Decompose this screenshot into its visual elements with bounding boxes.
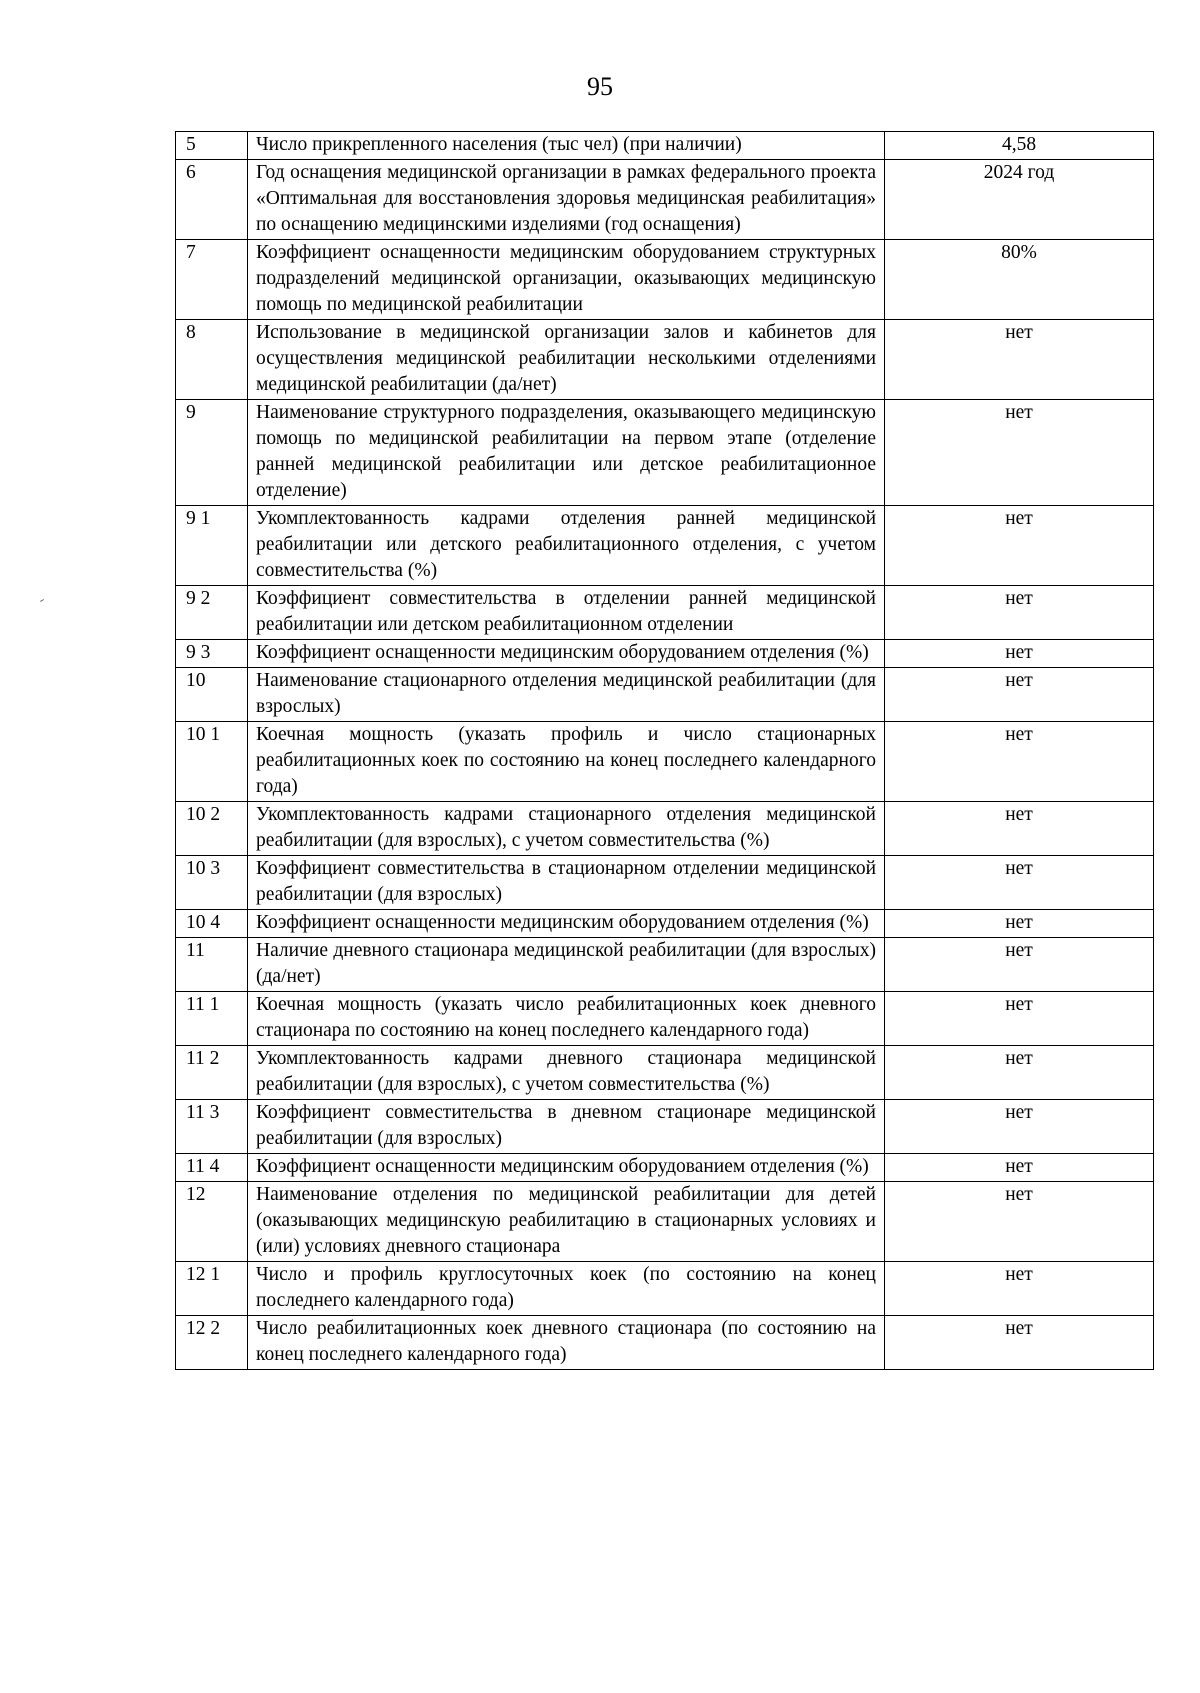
table-row [176,1182,1154,1262]
table-row [176,320,1154,400]
row-number-cell: 11 4 [176,1154,248,1182]
indicator-description-cell: Наименование структурного подразделения, оказывающего медицинскую помощь по медицинской реабилитации на первом этапе (отделение ранней медицинской реабилитации или детское реабилитационное отделение) [248,400,885,506]
indicator-value-cell: нет [885,722,1154,802]
table-row [176,160,1154,240]
table-row [176,240,1154,320]
table-row [176,1046,1154,1100]
indicator-description-cell: Коэффициент совместительства в стационарном отделении медицинской реабилитации (для взрослых) [248,856,885,910]
indicator-value-cell: нет [885,1046,1154,1100]
indicator-value-cell: 4,58 [885,132,1154,160]
scan-mark [40,599,44,602]
indicator-description-cell: Коечная мощность (указать профиль и число стационарных реабилитационных коек по состоянию на конец последнего календарного года) [248,722,885,802]
indicator-value-cell: нет [885,992,1154,1046]
table-row [176,856,1154,910]
row-number-cell: 12 1 [176,1262,248,1316]
indicator-description-cell: Наименование стационарного отделения медицинской реабилитации (для взрослых) [248,668,885,722]
indicator-description-cell: Число прикрепленного населения (тыс чел) (при наличии) [248,132,885,160]
indicator-value-cell: нет [885,910,1154,938]
indicator-description-cell: Коэффициент совместительства в дневном стационаре медицинской реабилитации (для взрослых) [248,1100,885,1154]
table-row [176,668,1154,722]
row-number-cell: 7 [176,240,248,320]
indicator-value-cell: нет [885,938,1154,992]
indicator-description-cell: Укомплектованность кадрами дневного стационара медицинской реабилитации (для взрослых), с учетом совместительства (%) [248,1046,885,1100]
indicator-value-cell: нет [885,586,1154,640]
table-row [176,400,1154,506]
indicator-description-cell: Коэффициент оснащенности медицинским оборудованием структурных подразделений медицинской организации, оказывающих медицинскую помощь по медицинской реабилитации [248,240,885,320]
indicators-table [175,131,1154,1370]
row-number-cell: 11 [176,938,248,992]
indicator-description-cell: Коэффициент оснащенности медицинским оборудованием отделения (%) [248,910,885,938]
indicator-value-cell: нет [885,320,1154,400]
row-number-cell: 12 [176,1182,248,1262]
table-row [176,802,1154,856]
table-row [176,506,1154,586]
row-number-cell: 11 2 [176,1046,248,1100]
table-row [176,910,1154,938]
row-number-cell: 10 1 [176,722,248,802]
indicator-description-cell: Укомплектованность кадрами стационарного отделения медицинской реабилитации (для взрослых), с учетом совместительства (%) [248,802,885,856]
row-number-cell: 10 2 [176,802,248,856]
table-row [176,1262,1154,1316]
row-number-cell: 10 3 [176,856,248,910]
indicators-table-body [176,132,1154,1370]
indicator-value-cell: нет [885,640,1154,668]
indicator-value-cell: нет [885,856,1154,910]
table-row [176,1154,1154,1182]
row-number-cell: 10 4 [176,910,248,938]
page-number: 95 [587,72,613,101]
indicator-description-cell: Наименование отделения по медицинской реабилитации для детей (оказывающих медицинскую реабилитацию в стационарных условиях и (или) условиях дневного стационара [248,1182,885,1262]
indicator-value-cell: нет [885,802,1154,856]
indicator-value-cell: 80% [885,240,1154,320]
table-row [176,640,1154,668]
row-number-cell: 9 1 [176,506,248,586]
indicator-description-cell: Год оснащения медицинской организации в рамках федерального проекта «Оптимальная для восстановления здоровья медицинская реабилитация» по оснащению медицинскими изделиями (год оснащения) [248,160,885,240]
indicator-description-cell: Укомплектованность кадрами отделения ранней медицинской реабилитации или детского реабилитационного отделения, с учетом совместительства (%) [248,506,885,586]
table-row [176,938,1154,992]
row-number-cell: 6 [176,160,248,240]
row-number-cell: 10 [176,668,248,722]
indicator-description-cell: Коэффициент оснащенности медицинским оборудованием отделения (%) [248,1154,885,1182]
indicator-description-cell: Коэффициент оснащенности медицинским оборудованием отделения (%) [248,640,885,668]
row-number-cell: 12 2 [176,1316,248,1370]
row-number-cell: 9 2 [176,586,248,640]
indicator-value-cell: нет [885,668,1154,722]
table-row [176,992,1154,1046]
table-row [176,586,1154,640]
row-number-cell: 11 3 [176,1100,248,1154]
indicator-description-cell: Число и профиль круглосуточных коек (по состоянию на конец последнего календарного года) [248,1262,885,1316]
indicator-value-cell: нет [885,1262,1154,1316]
indicator-value-cell: нет [885,1182,1154,1262]
table-row [176,132,1154,160]
row-number-cell: 5 [176,132,248,160]
row-number-cell: 9 [176,400,248,506]
row-number-cell: 8 [176,320,248,400]
indicator-value-cell: нет [885,1154,1154,1182]
indicator-value-cell: нет [885,1100,1154,1154]
indicator-description-cell: Использование в медицинской организации залов и кабинетов для осуществления медицинской реабилитации несколькими отделениями медицинской реабилитации (да/нет) [248,320,885,400]
table-row [176,722,1154,802]
indicator-value-cell: нет [885,400,1154,506]
indicator-value-cell: нет [885,506,1154,586]
row-number-cell: 9 3 [176,640,248,668]
indicator-description-cell: Коечная мощность (указать число реабилитационных коек дневного стационара по состоянию на конец последнего календарного года) [248,992,885,1046]
table-row [176,1100,1154,1154]
indicator-description-cell: Коэффициент совместительства в отделении ранней медицинской реабилитации или детском реабилитационном отделении [248,586,885,640]
indicator-description-cell: Наличие дневного стационара медицинской реабилитации (для взрослых) (да/нет) [248,938,885,992]
indicator-value-cell: 2024 год [885,160,1154,240]
table-row [176,1316,1154,1370]
indicator-value-cell: нет [885,1316,1154,1370]
indicator-description-cell: Число реабилитационных коек дневного стационара (по состоянию на конец последнего календарного года) [248,1316,885,1370]
row-number-cell: 11 1 [176,992,248,1046]
